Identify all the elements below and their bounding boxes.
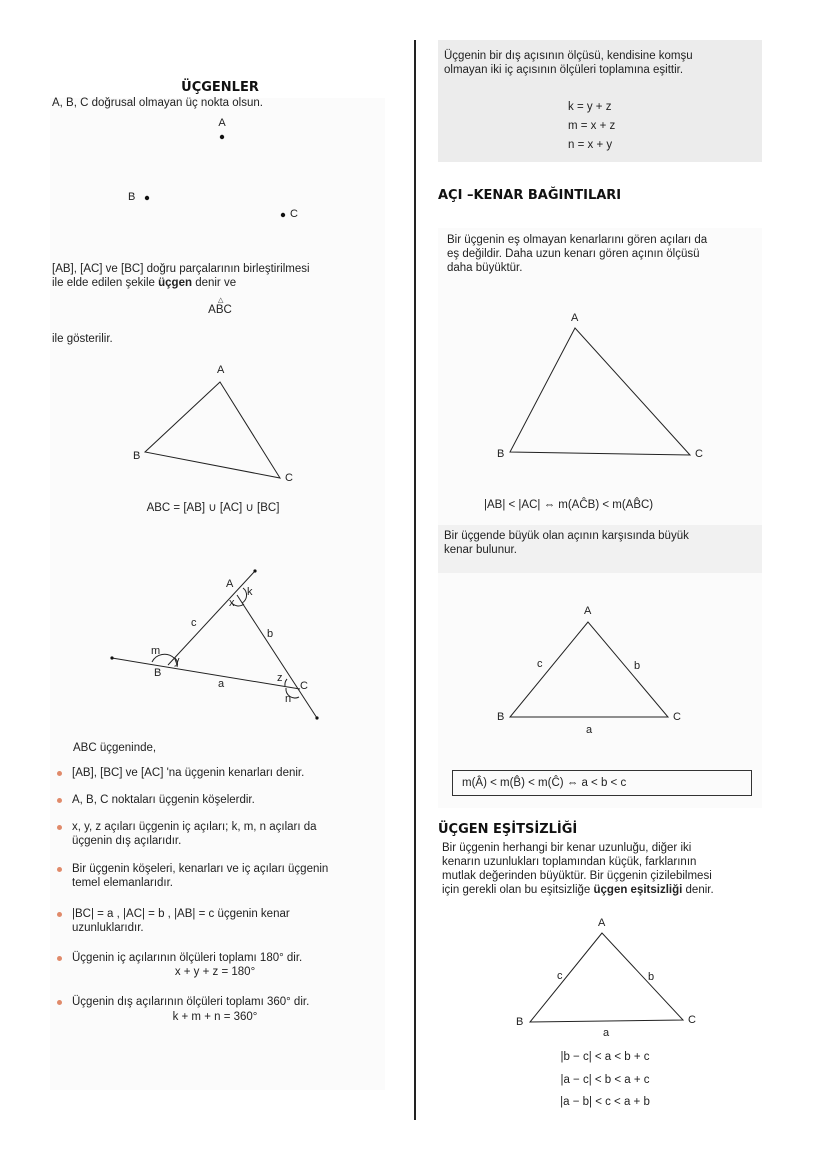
bullet-text: Üçgenin iç açılarının ölçüleri toplamı 180° dir. (72, 952, 303, 964)
label-a: A (218, 117, 226, 129)
label-c: C (290, 208, 298, 220)
triangle-notation: ABC (208, 304, 232, 316)
ext-formula: n = x + y (568, 139, 613, 151)
bullet-text: [AB], [BC] ve [AC] 'na üçgenin kenarları denir. (72, 767, 305, 779)
bullet-icon (57, 867, 62, 872)
tri5-B: B (516, 1016, 524, 1028)
bullet-text: x, y, z açıları üçgenin iç açıları; k, m, n açıları da (72, 821, 317, 833)
tri3-A: A (571, 312, 579, 324)
tri1-label-c: C (285, 472, 293, 484)
bullet-icon (57, 1000, 62, 1005)
definition-line1: [AB], [AC] ve [BC] doğru parçalarının birleştirilmesi (52, 263, 310, 275)
p1-line: daha büyüktür. (447, 262, 523, 274)
tri5-a: a (603, 1027, 610, 1039)
relation-2: m(Â) < m(B̂) < m(Ĉ) ⇔ a < b < c (462, 777, 627, 789)
p2-line: Bir üçgende büyük olan açının karşısında büyük (444, 530, 689, 542)
bullet-icon (57, 771, 62, 776)
d2-C: C (300, 680, 308, 692)
bullet-text: A, B, C noktaları üçgenin köşelerdir. (72, 794, 255, 806)
tri5-b: b (648, 971, 655, 983)
tri5-A: A (598, 917, 606, 929)
tri1-label-b: B (133, 450, 141, 462)
bullet-icon (57, 798, 62, 803)
intro-text: A, B, C doğrusal olmayan üç nokta olsun. (52, 97, 263, 109)
d2-m: m (151, 645, 161, 657)
inequality: |a − c| < b < a + c (560, 1074, 650, 1086)
exterior-sum-formula: k + m + n = 360° (172, 1011, 258, 1023)
tri4-B: B (497, 711, 505, 723)
notation-hat: △ (218, 297, 224, 304)
p3-line: Bir üçgenin herhangi bir kenar uzunluğu, diğer iki (442, 842, 692, 854)
p3-line: için gerekli olan bu eşitsizliğe üçgen eşitsizliği denir. (442, 884, 714, 896)
p1-line: eş değildir. Daha uzun kenarı gören açının ölçüsü (447, 248, 700, 260)
p2-line: kenar bulunur. (444, 544, 517, 556)
triangle-4 (510, 622, 668, 717)
d2-a: a (218, 678, 225, 690)
tri4-A: A (584, 605, 592, 617)
inequality: |b − c| < a < b + c (560, 1051, 650, 1063)
ext-formula: k = y + z (568, 101, 612, 113)
label-b: B (128, 191, 136, 203)
heading-angle-side: AÇI –KENAR BAĞINTILARI (438, 188, 622, 203)
shown-text: ile gösterilir. (52, 333, 113, 345)
triangle-3 (510, 328, 690, 455)
d2-y: y (174, 655, 180, 667)
bullet-text: |BC| = a , |AC| = b , |AB| = c üçgenin kenar (72, 908, 290, 920)
d2-b: b (267, 628, 274, 640)
d2-k: k (247, 586, 253, 598)
bullet-text: uzunluklarıdır. (72, 922, 144, 934)
inequality: |a − b| < c < a + b (560, 1096, 650, 1108)
relation-1: |AB| < |AC| ⇔ m(AĈB) < m(AB̂C) (484, 499, 654, 511)
page-title: ÜÇGENLER (181, 80, 259, 95)
d2-c: c (191, 617, 197, 629)
tri5-c: c (557, 970, 563, 982)
exterior-text-1: Üçgenin bir dış açısının ölçüsü, kendisine komşu (444, 50, 693, 62)
p3-line: mutlak değerinden büyüktür. Bir üçgenin çizilebilmesi (442, 870, 712, 882)
bullet-text: üçgenin dış açılarıdır. (72, 835, 182, 847)
bullet-icon (57, 912, 62, 917)
d2-A: A (226, 578, 234, 590)
interior-sum-formula: x + y + z = 180° (174, 966, 256, 978)
tri3-C: C (695, 448, 703, 460)
bullet-text: Bir üçgenin köşeleri, kenarları ve iç açıları üçgenin (72, 863, 329, 875)
bullet-icon (57, 956, 62, 961)
tri1-label-a: A (217, 364, 225, 376)
triangle-1 (145, 382, 280, 478)
triangle-5 (530, 933, 683, 1022)
heading-triangle-inequality: ÜÇGEN EŞİTSİZLİĞİ (438, 822, 578, 837)
ext-formula: m = x + z (568, 120, 616, 132)
bullet-icon (57, 825, 62, 830)
definition-line2: ile elde edilen şekile üçgen denir ve (52, 277, 237, 289)
exterior-text-2: olmayan iki iç açısının ölçüleri toplamına eşittir. (444, 64, 684, 76)
tri4-c: c (537, 658, 543, 670)
tri4-C: C (673, 711, 681, 723)
d2-B: B (154, 667, 162, 679)
point-c (281, 213, 285, 217)
tri4-b: b (634, 660, 641, 672)
d2-z: z (277, 672, 283, 684)
p1-line: Bir üçgenin eş olmayan kenarlarını gören açıları da (447, 234, 708, 246)
tri5-C: C (688, 1014, 696, 1026)
bullet-text: temel elemanlarıdır. (72, 877, 173, 889)
triangle-union-formula: ABC = [AB] ∪ [AC] ∪ [BC] (146, 502, 280, 514)
tri3-B: B (497, 448, 505, 460)
p3-line: kenarın uzunlukları toplamından küçük, farklarının (442, 856, 697, 868)
bullet-text: Üçgenin dış açılarının ölçüleri toplamı 360° dir. (72, 996, 310, 1008)
d2-x: x (229, 597, 235, 609)
d2-n: n (285, 693, 292, 705)
in-triangle-text: ABC üçgeninde, (73, 742, 157, 754)
point-a (220, 135, 224, 139)
tri4-a: a (586, 724, 593, 736)
point-b (145, 196, 149, 200)
